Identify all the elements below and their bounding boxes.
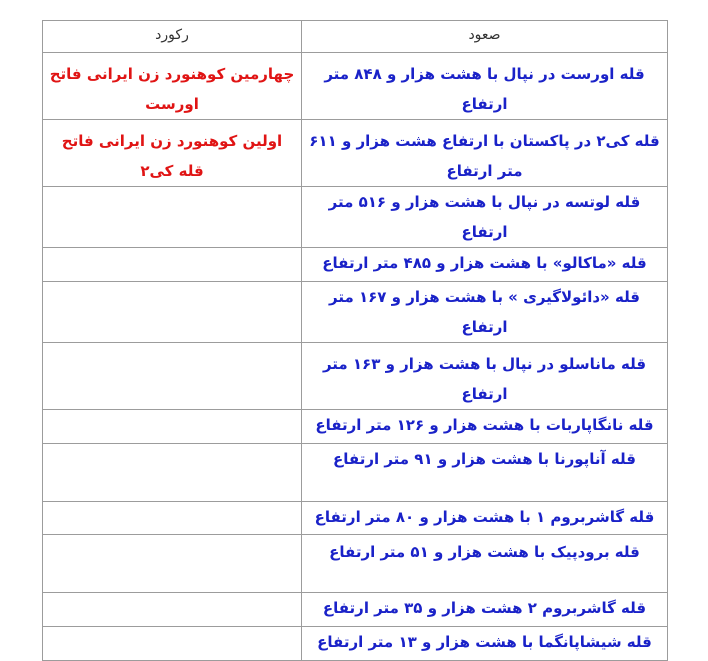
header-record: رکورد bbox=[43, 21, 302, 53]
table-row bbox=[43, 535, 668, 593]
record-cell bbox=[43, 444, 302, 502]
record-cell bbox=[43, 627, 302, 661]
ascent-cell: قله آناپورنا با هشت هزار و ۹۱ متر ارتفاع bbox=[302, 444, 668, 502]
header-row bbox=[43, 21, 668, 53]
table-row bbox=[43, 593, 668, 627]
table-row bbox=[43, 627, 668, 661]
ascent-cell: قله اورست در نپال با هشت هزار و ۸۴۸ متر ارتفاع bbox=[302, 53, 668, 120]
table-row bbox=[43, 343, 668, 410]
ascent-cell: قله گاشربروم ۲ هشت هزار و ۳۵ متر ارتفاع bbox=[302, 593, 668, 627]
record-cell bbox=[43, 410, 302, 444]
record-cell bbox=[43, 282, 302, 343]
table-row bbox=[43, 187, 668, 248]
table-row bbox=[43, 120, 668, 187]
record-cell bbox=[43, 343, 302, 410]
ascent-cell: قله «دائولاگیری » با هشت هزار و ۱۶۷ متر ارتفاع bbox=[302, 282, 668, 343]
record-cell: اولین کوهنورد زن ایرانی فاتح قله کی۲ bbox=[43, 120, 302, 187]
record-cell: چهارمین کوهنورد زن ایرانی فاتح اورست bbox=[43, 53, 302, 120]
ascent-cell: قله گاشربروم ۱ با هشت هزار و ۸۰ متر ارتفاع bbox=[302, 502, 668, 535]
record-cell bbox=[43, 593, 302, 627]
record-cell bbox=[43, 187, 302, 248]
header-ascent: صعود bbox=[302, 21, 668, 53]
record-cell bbox=[43, 535, 302, 593]
table-row bbox=[43, 248, 668, 282]
table-row bbox=[43, 502, 668, 535]
ascent-cell: قله کی۲ در پاکستان با ارتفاع هشت هزار و ۶۱۱ متر ارتفاع bbox=[302, 120, 668, 187]
ascent-cell: قله «ماکالو» با هشت هزار و ۴۸۵ متر ارتفاع bbox=[302, 248, 668, 282]
record-cell bbox=[43, 248, 302, 282]
ascent-cell: قله ماناسلو در نپال با هشت هزار و ۱۶۳ متر ارتفاع bbox=[302, 343, 668, 410]
records-table bbox=[42, 20, 668, 661]
table-row bbox=[43, 410, 668, 444]
table-row bbox=[43, 444, 668, 502]
table-row bbox=[43, 282, 668, 343]
ascent-cell: قله لوتسه در نپال با هشت هزار و ۵۱۶ متر ارتفاع bbox=[302, 187, 668, 248]
ascent-cell: قله نانگاپاربات با هشت هزار و ۱۲۶ متر ارتفاع bbox=[302, 410, 668, 444]
record-cell bbox=[43, 502, 302, 535]
ascent-cell: قله برودپیک با هشت هزار و ۵۱ متر ارتفاع bbox=[302, 535, 668, 593]
table-row bbox=[43, 53, 668, 120]
ascent-cell: قله شیشاپانگما با هشت هزار و ۱۳ متر ارتفاع bbox=[302, 627, 668, 661]
